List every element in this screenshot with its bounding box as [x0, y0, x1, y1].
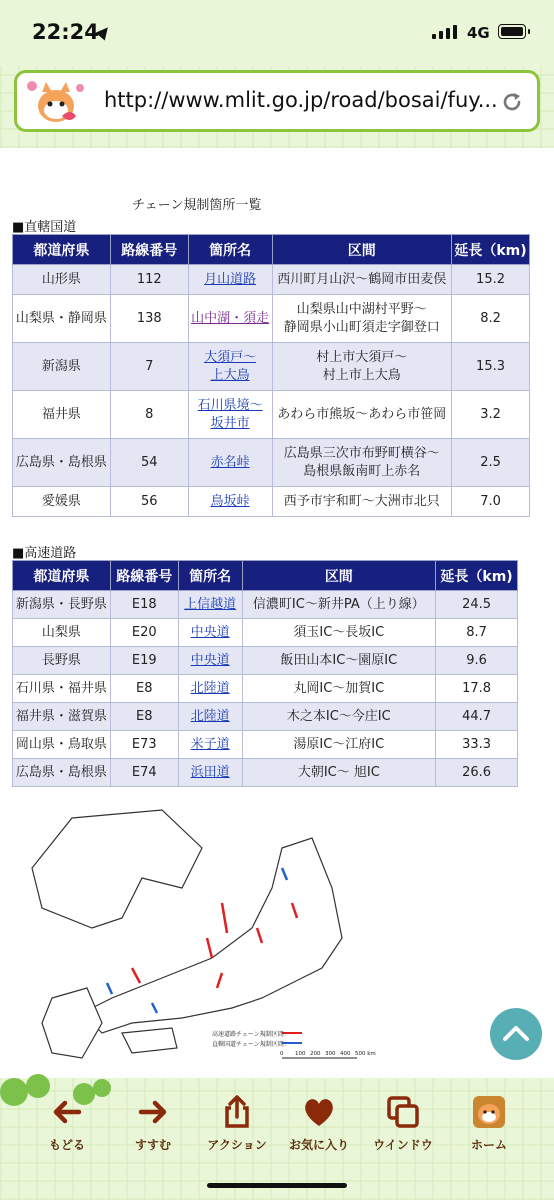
mascot-icon: [22, 76, 90, 128]
toolbar-label: アクション: [207, 1138, 267, 1152]
toolbar-label: ホーム: [470, 1138, 507, 1152]
table-row: [13, 731, 518, 759]
cell-section: 須玉IC～長坂IC: [242, 619, 436, 647]
section-text: 村上市上大鳥: [322, 367, 401, 383]
cell-section: [272, 391, 452, 439]
cell-section: 飯田山本IC～園原IC: [242, 647, 436, 675]
cell-location: [178, 675, 242, 703]
location-link[interactable]: 北陸道: [190, 680, 230, 696]
cell-section: 大朝IC～ 旭IC: [242, 759, 436, 787]
section-text: 村上市大須戸～: [316, 349, 408, 365]
column-header: 都道府県: [13, 561, 111, 591]
cell-prefecture: 長野県: [13, 647, 111, 675]
table-row: [13, 675, 518, 703]
forward-button[interactable]: [108, 1094, 198, 1153]
cell-length: 9.6: [436, 647, 518, 675]
cell-prefecture: 新潟県・長野県: [13, 591, 111, 619]
page-title: チェーン規制箇所一覧: [132, 198, 262, 213]
table-row: [13, 439, 530, 487]
toolbar-label: もどる: [48, 1138, 85, 1152]
chevron-up-icon: [490, 1008, 542, 1060]
cell-prefecture: 愛媛県: [13, 487, 111, 517]
cell-length: 15.3: [452, 343, 530, 391]
favorites-button[interactable]: [274, 1094, 364, 1153]
forward-arrow-icon: [135, 1094, 171, 1130]
cell-route-number: E8: [110, 675, 178, 703]
section-text: 島根県飯南町上赤名: [303, 463, 421, 479]
column-header: 箇所名: [188, 235, 272, 265]
cell-route-number: E8: [110, 703, 178, 731]
toolbar-label: お気に入り: [288, 1138, 349, 1152]
map-scale-label: 500 km: [355, 1051, 376, 1057]
cell-section: [272, 439, 452, 487]
cell-route-number: E73: [110, 731, 178, 759]
column-header: 箇所名: [178, 561, 242, 591]
cell-location: [188, 439, 272, 487]
cell-prefecture: 広島県・島根県: [13, 439, 111, 487]
chain-regulation-map: [12, 808, 392, 1068]
action-button[interactable]: [192, 1094, 282, 1153]
location-link[interactable]: 上大鳥: [210, 367, 250, 383]
map-legend-expressway: 高速道路チェーン規制区間：: [212, 1031, 290, 1038]
cell-section: 木之本IC～今庄IC: [242, 703, 436, 731]
section-text: 静岡県小山町須走字御登口: [283, 319, 440, 335]
column-header: 路線番号: [110, 235, 188, 265]
windows-button[interactable]: [358, 1094, 448, 1153]
cell-location: [188, 265, 272, 295]
home-mascot-icon: [471, 1094, 507, 1130]
signal-icon: [432, 25, 457, 39]
cell-location: [178, 647, 242, 675]
table-row: [13, 391, 530, 439]
toolbar-label: すすむ: [134, 1138, 172, 1152]
cell-route-number: E20: [110, 619, 178, 647]
table-row: [13, 265, 530, 295]
expressways-table: [12, 560, 518, 787]
section-expressways: ■高速道路: [12, 546, 77, 561]
cell-prefecture: 岡山県・鳥取県: [13, 731, 111, 759]
table-header-row: [13, 561, 518, 591]
location-link[interactable]: 米子道: [190, 736, 230, 752]
cell-section: 丸岡IC～加賀IC: [242, 675, 436, 703]
map-scale-label: 300: [325, 1051, 336, 1057]
table-row: [13, 295, 530, 343]
cell-length: 15.2: [452, 265, 530, 295]
column-header: 区間: [272, 235, 452, 265]
cell-length: 33.3: [436, 731, 518, 759]
cell-section: 湯原IC～江府IC: [242, 731, 436, 759]
section-text: 西川町月山沢～鶴岡市田麦俣: [277, 271, 447, 287]
cell-section: 信濃町IC～新井PA（上り線）: [242, 591, 436, 619]
cell-route-number: 112: [110, 265, 188, 295]
cell-route-number: 54: [110, 439, 188, 487]
table-row: [13, 703, 518, 731]
heart-icon: [301, 1094, 337, 1130]
cell-route-number: E74: [110, 759, 178, 787]
map-legend-national: 直轄国道チェーン規制区間：: [212, 1041, 290, 1048]
cell-length: 8.2: [452, 295, 530, 343]
cell-length: 2.5: [452, 439, 530, 487]
national-roads-table: [12, 234, 530, 517]
cell-route-number: 7: [110, 343, 188, 391]
cell-route-number: E19: [110, 647, 178, 675]
cell-location: [178, 619, 242, 647]
cell-length: 8.7: [436, 619, 518, 647]
toolbar-label: ウインドウ: [373, 1138, 433, 1152]
cell-location: [178, 703, 242, 731]
cell-prefecture: 福井県・滋賀県: [13, 703, 111, 731]
cell-prefecture: 山形県: [13, 265, 111, 295]
section-text: あわら市熊坂～あわら市笹岡: [277, 406, 447, 422]
table-row: [13, 343, 530, 391]
battery-icon: [498, 24, 526, 39]
cell-length: 3.2: [452, 391, 530, 439]
cell-route-number: 8: [110, 391, 188, 439]
cell-section: [272, 295, 452, 343]
status-time: 22:24: [32, 20, 99, 44]
cell-route-number: E18: [110, 591, 178, 619]
cell-length: 17.8: [436, 675, 518, 703]
url-text[interactable]: http://www.mlit.go.jp/road/bosai/fuy...: [104, 88, 498, 112]
table-header-row: [13, 235, 530, 265]
windows-icon: [385, 1094, 421, 1130]
location-link[interactable]: 鳥坂峠: [210, 493, 250, 509]
network-type: 4G: [467, 24, 490, 42]
location-link[interactable]: 浜田道: [190, 764, 230, 780]
home-indicator[interactable]: [207, 1183, 347, 1188]
column-header: 延長（km): [452, 235, 530, 265]
cell-location: [178, 591, 242, 619]
back-arrow-icon: [49, 1094, 85, 1130]
cell-prefecture: 山梨県・静岡県: [13, 295, 111, 343]
section-text: 西予市宇和町～大洲市北只: [283, 493, 440, 509]
table-row: [13, 759, 518, 787]
web-content: [0, 148, 554, 1078]
cell-prefecture: 広島県・島根県: [13, 759, 111, 787]
location-link[interactable]: 中央道: [190, 624, 230, 640]
cell-route-number: 138: [110, 295, 188, 343]
cell-prefecture: 山梨県: [13, 619, 111, 647]
column-header: 延長（km): [436, 561, 518, 591]
cell-location: [188, 295, 272, 343]
location-link[interactable]: 北陸道: [190, 708, 230, 724]
cell-location: [188, 391, 272, 439]
location-link[interactable]: 坂井市: [210, 415, 250, 431]
cell-location: [188, 343, 272, 391]
location-link[interactable]: 上信越道: [184, 596, 237, 612]
home-button[interactable]: [444, 1094, 534, 1153]
cell-length: 7.0: [452, 487, 530, 517]
map-scale-label: 0: [280, 1051, 284, 1057]
cell-section: [272, 343, 452, 391]
location-link[interactable]: 赤名峠: [210, 454, 250, 470]
table-row: [13, 647, 518, 675]
section-text: 広島県三次市布野町横谷～: [283, 445, 440, 461]
section-text: 山梨県山中湖村平野～: [296, 301, 427, 317]
cell-length: 24.5: [436, 591, 518, 619]
location-link[interactable]: 月山道路: [204, 271, 257, 287]
share-icon: [219, 1094, 255, 1130]
cell-location: [178, 731, 242, 759]
location-link[interactable]: 石川県境～: [197, 397, 263, 413]
table-row: [13, 487, 530, 517]
column-header: 都道府県: [13, 235, 111, 265]
cell-section: [272, 487, 452, 517]
cell-length: 26.6: [436, 759, 518, 787]
cell-prefecture: 新潟県: [13, 343, 111, 391]
cell-prefecture: 福井県: [13, 391, 111, 439]
cell-location: [178, 759, 242, 787]
cell-route-number: 56: [110, 487, 188, 517]
map-scale-label: 100: [295, 1051, 306, 1057]
scroll-to-top-button[interactable]: [490, 1008, 542, 1060]
column-header: 区間: [242, 561, 436, 591]
column-header: 路線番号: [110, 561, 178, 591]
cell-prefecture: 石川県・福井県: [13, 675, 111, 703]
reload-icon[interactable]: [500, 90, 524, 114]
table-row: [13, 591, 518, 619]
status-bar: [0, 0, 554, 66]
cell-length: 44.7: [436, 703, 518, 731]
map-scale-label: 400: [340, 1051, 351, 1057]
cell-location: [188, 487, 272, 517]
location-link[interactable]: 山中湖・須走: [191, 310, 270, 326]
section-national-roads: ■直轄国道: [12, 220, 77, 235]
back-button[interactable]: [22, 1094, 112, 1153]
location-link[interactable]: 大須戸～: [204, 349, 257, 365]
cell-section: [272, 265, 452, 295]
map-scale-label: 200: [310, 1051, 321, 1057]
location-link[interactable]: 中央道: [190, 652, 230, 668]
table-row: [13, 619, 518, 647]
